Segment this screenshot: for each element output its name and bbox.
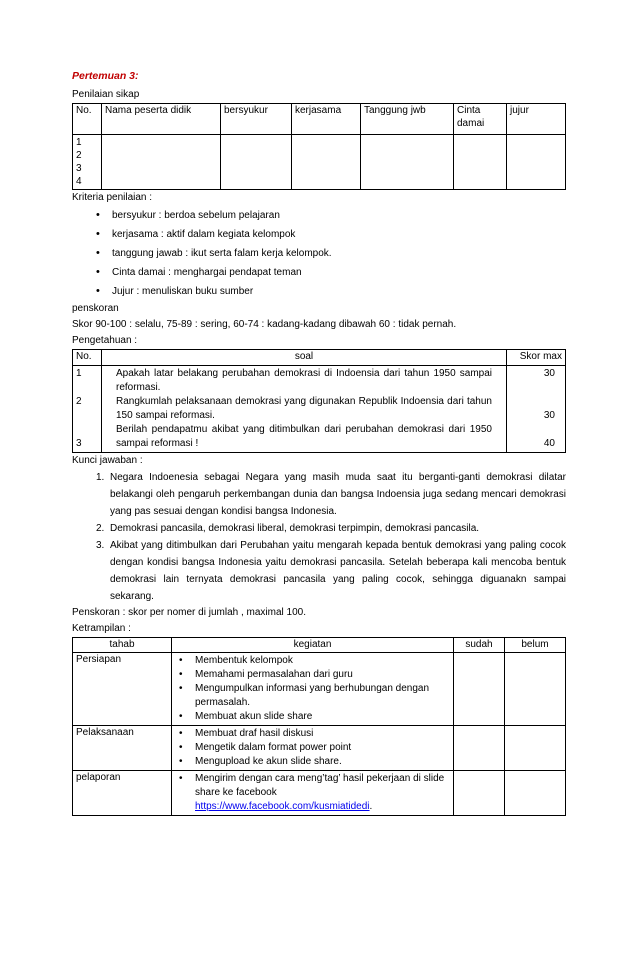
header-sudah: sudah bbox=[454, 637, 505, 653]
cell-bersyukur bbox=[221, 135, 292, 190]
item-number: 2. bbox=[96, 522, 105, 534]
list-item: • Membuat draf hasil diskusi bbox=[179, 727, 450, 741]
pengetahuan-body-row bbox=[73, 365, 566, 452]
question-number: 2 bbox=[76, 395, 82, 407]
question-text: Rangkumlah pelaksanaan demokrasi yang digunakan Republik Indoensia dari tahun 150 sampai reformasi. bbox=[116, 395, 492, 421]
item-text: Demokrasi pancasila, demokrasi liberal, demokrasi terpimpin, demokrasi pancasila. bbox=[110, 522, 480, 534]
penskoran-text: Skor 90-100 : selalu, 75-89 : sering, 60-74 : kadang-kadang dibawah 60 : tidak pernah. bbox=[72, 319, 457, 331]
header-jujur: jujur bbox=[507, 104, 566, 135]
sikap-header-row bbox=[73, 104, 566, 135]
keterampilan-title: Ketrampilan : bbox=[72, 622, 131, 634]
question-text: Berilah pendapatmu akibat yang ditimbulkan dari perubahan demokrasi dari 1950 sampai reformasi ! bbox=[116, 423, 492, 449]
item-text: Mengirim dengan cara meng’tag’ hasil pekerjaan di slide share ke facebook bbox=[195, 773, 445, 799]
pengetahuan-header-row bbox=[73, 350, 566, 366]
question-number: 1 bbox=[76, 367, 82, 379]
header-tahap: tahab bbox=[73, 637, 172, 653]
question-scores bbox=[507, 365, 566, 452]
list-item: • Mengumpulkan informasi yang berhubungan dengan permasalah. bbox=[179, 682, 450, 710]
header-soal: soal bbox=[102, 350, 507, 366]
tahap-cell: Persiapan bbox=[73, 653, 172, 726]
header-kerjasama: kerjasama bbox=[292, 104, 361, 135]
kriteria-list bbox=[72, 206, 566, 301]
kegiatan-cell bbox=[172, 726, 454, 771]
question-number: 3 bbox=[76, 437, 82, 449]
row-number: 2 bbox=[76, 150, 82, 162]
sudah-cell bbox=[454, 726, 505, 771]
meeting-heading: Pertemuan 3: bbox=[72, 70, 139, 82]
header-no: No. bbox=[73, 104, 102, 135]
cell-cinta-damai bbox=[454, 135, 507, 190]
list-item bbox=[179, 772, 450, 814]
header-bersyukur: bersyukur bbox=[221, 104, 292, 135]
belum-cell bbox=[505, 653, 566, 726]
item-text: Negara Indoenesia sebagai Negara yang masih muda saat itu berganti-ganti demokrasi dilatar belakangi oleh pengaruh perkembangan dunia dan bangsa Indoensia juga sedang mencari demokrasi yang pas sesuai dengan kondisi bangsa Indonesia. bbox=[110, 471, 566, 517]
kriteria-title: Kriteria penilaian : bbox=[72, 192, 153, 204]
list-item: • Jujur : menuliskan buku sumber bbox=[96, 282, 566, 301]
header-belum: belum bbox=[505, 637, 566, 653]
list-item: • Mengupload ke akun slide share. bbox=[179, 755, 450, 769]
sikap-title: Penilaian sikap bbox=[72, 89, 140, 101]
sikap-body-row bbox=[73, 135, 566, 190]
kunci-penskoran: Penskoran : skor per nomer di jumlah , maximal 100. bbox=[72, 606, 306, 618]
kegiatan-cell bbox=[172, 771, 454, 816]
kegiatan-list bbox=[175, 772, 450, 814]
row-numbers bbox=[73, 135, 102, 190]
row-number: 4 bbox=[76, 176, 82, 188]
item-number: 3. bbox=[96, 539, 105, 551]
keterampilan-header-row bbox=[73, 637, 566, 653]
link-suffix: . bbox=[369, 801, 373, 813]
question-texts bbox=[102, 365, 507, 452]
question-numbers bbox=[73, 365, 102, 452]
item-text: Akibat yang ditimbulkan dari Perubahan yaitu mengarah kepada bentuk demokrasi yang paling cocok dengan kondisi bangsa Indonesia yaitu demokrasi pancasila. Setelah beberapa kali mencoba bentuk demokrasi lain ternyata demokrasi pancasila yang paling cocok, sehingga diguanakn sampai sekarang. bbox=[110, 539, 566, 602]
sikap-table bbox=[72, 103, 566, 190]
header-no: No. bbox=[73, 350, 102, 366]
header-skor-max: Skor max bbox=[507, 350, 566, 366]
header-nama: Nama peserta didik bbox=[102, 104, 221, 135]
table-row bbox=[73, 726, 566, 771]
list-item: • Memahami permasalahan dari guru bbox=[179, 668, 450, 682]
list-item bbox=[96, 469, 566, 520]
tahap-cell: pelaporan bbox=[73, 771, 172, 816]
table-row bbox=[73, 653, 566, 726]
penskoran-title: penskoran bbox=[72, 303, 119, 315]
sudah-cell bbox=[454, 771, 505, 816]
row-number: 1 bbox=[76, 137, 82, 149]
list-item: • tanggung jawab : ikut serta falam kerja kelompok. bbox=[96, 244, 566, 263]
belum-cell bbox=[505, 726, 566, 771]
belum-cell bbox=[505, 771, 566, 816]
header-kegiatan: kegiatan bbox=[172, 637, 454, 653]
pengetahuan-table bbox=[72, 349, 566, 453]
cell-kerjasama bbox=[292, 135, 361, 190]
question-score: 30 bbox=[543, 367, 555, 379]
kegiatan-list bbox=[175, 654, 450, 724]
facebook-link[interactable]: https://www.facebook.com/kusmiatidedi bbox=[195, 801, 370, 813]
pengetahuan-title: Pengetahuan : bbox=[72, 335, 138, 347]
item-number: 1. bbox=[96, 471, 105, 483]
list-item: • Cinta damai : menghargai pendapat teman bbox=[96, 263, 566, 282]
header-tanggung-jawab: Tanggung jwb bbox=[361, 104, 454, 135]
question-score: 40 bbox=[543, 437, 555, 449]
question-score: 30 bbox=[543, 409, 555, 421]
cell-jujur bbox=[507, 135, 566, 190]
table-row bbox=[73, 771, 566, 816]
question-text: Apakah latar belakang perubahan demokrasi di Indoensia dari tahun 1950 sampai reformasi. bbox=[116, 367, 492, 393]
row-number: 3 bbox=[76, 163, 82, 175]
list-item: • Mengetik dalam format power point bbox=[179, 741, 450, 755]
keterampilan-table bbox=[72, 637, 566, 817]
header-cinta-damai: Cinta damai bbox=[454, 104, 507, 135]
kegiatan-list bbox=[175, 727, 450, 769]
list-item bbox=[96, 520, 566, 537]
kunci-list bbox=[72, 469, 566, 605]
cell-nama bbox=[102, 135, 221, 190]
tahap-cell: Pelaksanaan bbox=[73, 726, 172, 771]
list-item: • kerjasama : aktif dalam kegiata kelompok bbox=[96, 225, 566, 244]
list-item: • Membuat akun slide share bbox=[179, 710, 450, 724]
kegiatan-cell bbox=[172, 653, 454, 726]
cell-tanggung-jawab bbox=[361, 135, 454, 190]
list-item: • Membentuk kelompok bbox=[179, 654, 450, 668]
list-item bbox=[96, 537, 566, 605]
sudah-cell bbox=[454, 653, 505, 726]
document-page bbox=[72, 70, 566, 816]
list-item: • bersyukur : berdoa sebelum pelajaran bbox=[96, 206, 566, 225]
kunci-title: Kunci jawaban : bbox=[72, 454, 143, 466]
